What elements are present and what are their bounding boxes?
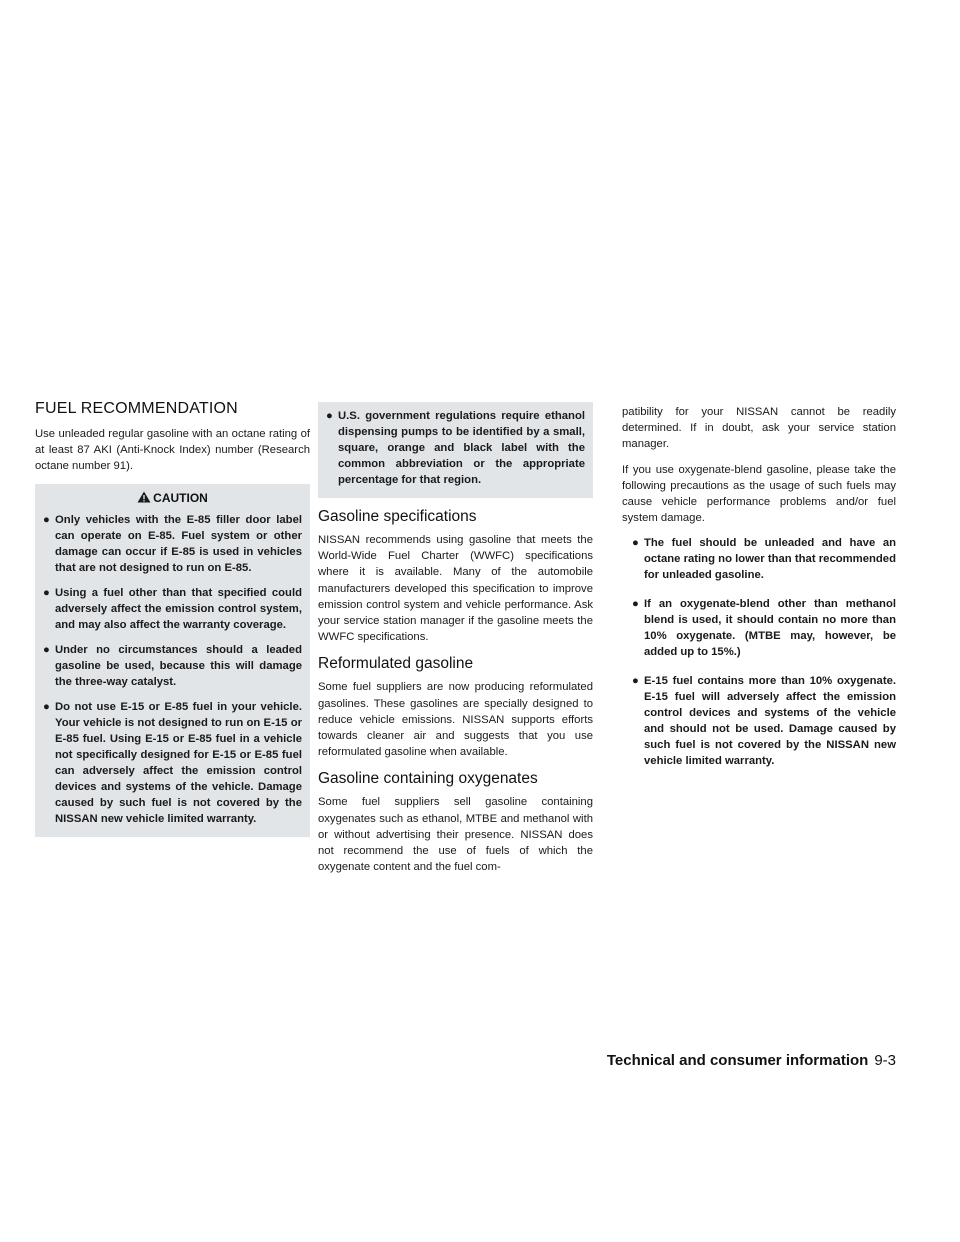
section-title: FUEL RECOMMENDATION	[35, 400, 238, 417]
bullet-icon: ●	[632, 675, 639, 688]
bullet-icon: ●	[43, 643, 50, 656]
bullet-icon: ●	[43, 513, 50, 526]
column-1	[35, 400, 310, 837]
footer-section-title: Technical and consumer information	[606, 1052, 869, 1069]
gasoline-specs-text: NISSAN recommends using gasoline that meets the World-Wide Fuel Charter (WWFC) specifications where it is available. Many of the automobile manufacturers developed this specification to improve emission control system and vehicle performance. Ask your service station manager if the gasoline meets the WWFC specifications.	[318, 534, 593, 644]
oxygenates-text: Some fuel suppliers sell gasoline containing oxygenates such as ethanol, MTBE and methanol with or without advertising their presence. NISSAN does not recommend the use of fuels of which the oxygenate content and the fuel com-	[318, 796, 593, 874]
bullet-icon: ●	[326, 410, 333, 422]
precaution-item: ● The fuel should be unleaded and have an octane rating no lower than that recommended for unleaded gasoline.	[632, 537, 896, 582]
caution-item: ● U.S. government regulations require ethanol dispensing pumps to be identified by a small, square, orange and black label with the common abbreviation or the appropriate percentage for that region.	[326, 410, 585, 486]
gasoline-specs-heading: Gasoline specifications	[318, 508, 477, 525]
column-2	[318, 402, 593, 884]
caution-heading	[43, 484, 302, 512]
caution-box	[35, 484, 310, 837]
bullet-icon: ●	[43, 700, 50, 713]
precaution-item: ● E-15 fuel contains more than 10% oxygenate. E-15 fuel will adversely affect the emission control devices and systems of the vehicle and should not be used. Damage caused by such fuel is not covered by the NISSAN new vehicle limited warranty.	[632, 675, 896, 768]
bullet-icon: ●	[632, 598, 639, 611]
column-3	[622, 404, 896, 782]
precaution-item: ● If an oxygenate-blend other than methanol blend is used, it should contain no more than 10% oxygenate. (MTBE may, however, be added up to 15%.)	[632, 598, 896, 659]
reformulated-text: Some fuel suppliers are now producing reformulated gasolines. These gasolines are specially designed to reduce vehicle emissions. NISSAN supports efforts towards cleaner air and suggests that you use reformulated gasoline when available.	[318, 681, 593, 759]
precautions-paragraph: If you use oxygenate-blend gasoline, please take the following precautions as the usage of such fuels may cause vehicle performance problems and/or fuel system damage.	[622, 463, 896, 525]
intro-paragraph: Use unleaded regular gasoline with an octane rating of at least 87 AKI (Anti-Knock Index) number (Research octane number 91).	[35, 428, 310, 473]
caution-item: ● Under no circumstances should a leaded gasoline be used, because this will damage the three-way catalyst.	[43, 643, 302, 688]
caution-item: ● Using a fuel other than that specified could adversely affect the emission control system, and may also affect the warranty coverage.	[43, 586, 302, 631]
compatibility-paragraph: patibility for your NISSAN cannot be readily determined. If in doubt, ask your service station manager.	[622, 406, 896, 451]
reformulated-heading: Reformulated gasoline	[318, 655, 474, 673]
bullet-icon: ●	[632, 537, 639, 550]
caution-label: CAUTION	[153, 490, 208, 505]
caution-box-continued	[318, 402, 593, 498]
caution-item: ● Only vehicles with the E-85 filler door label can operate on E-85. Fuel system or other damage can occur if E-85 is used in vehicles that are not designed to run on E-85.	[43, 513, 302, 574]
caution-item: ● Do not use E-15 or E-85 fuel in your vehicle. Your vehicle is not designed to run on E-15 or E-85 fuel. Using E-15 or E-85 fuel in a vehicle not specifically designed for E-15 or E-85 fuel can adversely affect the emission control devices and systems of the vehicle. Damage caused by such fuel is not covered by the NISSAN new vehicle limited warranty.	[43, 700, 302, 825]
bullet-icon: ●	[43, 586, 50, 599]
oxygenates-heading: Gasoline containing oxygenates	[318, 770, 538, 788]
page-number: 9-3	[874, 1052, 896, 1069]
page-footer	[607, 1052, 896, 1069]
warning-triangle-icon	[137, 490, 151, 505]
